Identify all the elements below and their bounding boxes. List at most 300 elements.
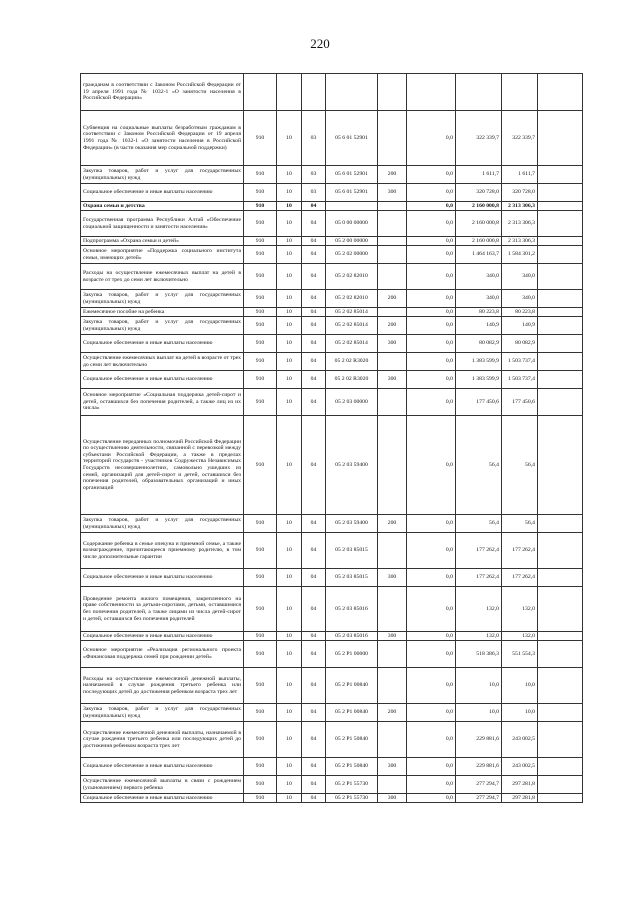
- row-value-2: 56,4: [456, 515, 502, 533]
- row-value-3: 132,0: [502, 587, 538, 632]
- table-row: [81, 335, 583, 353]
- row-value-1: 0,0: [407, 704, 456, 722]
- row-value-1: 0,0: [407, 515, 456, 533]
- row-target-code: 05 2 P1 00840: [326, 668, 378, 704]
- table-row: [81, 632, 583, 641]
- row-expense-type: 300: [378, 758, 407, 776]
- row-value-3: 10,0: [502, 668, 538, 704]
- table-row: [81, 641, 583, 668]
- row-expense-type: [378, 74, 407, 111]
- row-name: Подпрограмма «Охрана семьи и детей»: [81, 237, 244, 246]
- row-section-code: 10: [277, 587, 302, 632]
- row-subsection-code: 03: [302, 166, 326, 184]
- row-subsection-code: 04: [302, 587, 326, 632]
- row-value-1: 0,0: [407, 211, 456, 237]
- row-ved-code: 910: [244, 211, 277, 237]
- row-value-1: 0,0: [407, 290, 456, 308]
- row-value-1: 0,0: [407, 317, 456, 335]
- row-value-1: 0,0: [407, 371, 456, 389]
- row-section-code: 10: [277, 722, 302, 758]
- row-target-code: 05 2 02 R3020: [326, 353, 378, 371]
- row-name: Расходы на осуществление ежемесячной денежной выплаты, назначаемой в случае рождения третьего ребенка или последующих детей до достижения ребенком возраста трех лет: [81, 668, 244, 704]
- row-name: Основное мероприятие «Реализация регионального проекта «Финансовая поддержка семей при рождении детей»: [81, 641, 244, 668]
- row-subsection-code: 04: [302, 641, 326, 668]
- row-name: Основное мероприятие «Поддержка социального института семьи, имеющих детей»: [81, 246, 244, 264]
- row-value-3: 2 313 306,3: [502, 211, 538, 237]
- row-empty-cell: [538, 111, 583, 166]
- row-name: Ежемесячное пособие на ребенка: [81, 308, 244, 317]
- row-section-code: 10: [277, 794, 302, 803]
- table-row: [81, 668, 583, 704]
- row-subsection-code: 04: [302, 704, 326, 722]
- row-expense-type: [378, 202, 407, 211]
- row-target-code: [326, 74, 378, 111]
- row-expense-type: [378, 246, 407, 264]
- row-target-code: 05 2 03 85016: [326, 587, 378, 632]
- row-subsection-code: 04: [302, 353, 326, 371]
- table-row: [81, 371, 583, 389]
- row-subsection-code: 04: [302, 290, 326, 308]
- row-ved-code: 910: [244, 569, 277, 587]
- row-value-2: 229 881,6: [456, 758, 502, 776]
- row-value-2: 80 082,9: [456, 335, 502, 353]
- row-value-3: 297 281,8: [502, 794, 538, 803]
- row-empty-cell: [538, 587, 583, 632]
- row-section-code: 10: [277, 290, 302, 308]
- row-empty-cell: [538, 416, 583, 515]
- row-name: Социальное обеспечение и иные выплаты населению: [81, 335, 244, 353]
- row-value-2: 320 728,0: [456, 184, 502, 202]
- row-ved-code: 910: [244, 704, 277, 722]
- row-ved-code: 910: [244, 166, 277, 184]
- row-ved-code: 910: [244, 776, 277, 794]
- row-ved-code: 910: [244, 111, 277, 166]
- row-value-3: 2 313 306,3: [502, 202, 538, 211]
- row-value-3: 2 313 306,3: [502, 237, 538, 246]
- row-section-code: 10: [277, 211, 302, 237]
- row-ved-code: 910: [244, 335, 277, 353]
- row-value-2: 177 450,6: [456, 389, 502, 416]
- row-empty-cell: [538, 758, 583, 776]
- row-expense-type: [378, 533, 407, 569]
- row-name: Охрана семьи и детства: [81, 202, 244, 211]
- row-subsection-code: 04: [302, 722, 326, 758]
- table-row: [81, 389, 583, 416]
- row-value-3: [502, 74, 538, 111]
- row-name: Закупка товаров, работ и услуг для государственных (муниципальных) нужд: [81, 515, 244, 533]
- row-name: Закупка товаров, работ и услуг для государственных (муниципальных) нужд: [81, 704, 244, 722]
- row-subsection-code: 04: [302, 371, 326, 389]
- row-expense-type: [378, 587, 407, 632]
- row-subsection-code: [302, 74, 326, 111]
- row-value-1: 0,0: [407, 632, 456, 641]
- row-section-code: 10: [277, 515, 302, 533]
- row-value-3: 56,4: [502, 416, 538, 515]
- row-section-code: 10: [277, 389, 302, 416]
- row-value-3: 80 223,8: [502, 308, 538, 317]
- row-expense-type: 300: [378, 632, 407, 641]
- row-section-code: 10: [277, 668, 302, 704]
- row-value-3: 1 503 737,4: [502, 371, 538, 389]
- row-expense-type: [378, 111, 407, 166]
- table-row: [81, 353, 583, 371]
- row-value-1: 0,0: [407, 335, 456, 353]
- row-empty-cell: [538, 353, 583, 371]
- row-expense-type: [378, 389, 407, 416]
- row-empty-cell: [538, 264, 583, 290]
- row-empty-cell: [538, 211, 583, 237]
- row-section-code: 10: [277, 704, 302, 722]
- row-target-code: 05 2 P1 00840: [326, 704, 378, 722]
- row-section-code: 10: [277, 184, 302, 202]
- row-subsection-code: 03: [302, 184, 326, 202]
- row-target-code: 05 2 00 00000: [326, 237, 378, 246]
- row-ved-code: [244, 74, 277, 111]
- row-expense-type: 200: [378, 515, 407, 533]
- row-value-1: 0,0: [407, 111, 456, 166]
- row-value-2: 2 160 000,8: [456, 202, 502, 211]
- row-empty-cell: [538, 237, 583, 246]
- row-value-3: 340,0: [502, 264, 538, 290]
- row-name: гражданам в соответствии с Законом Российской Федерации от 19 апреля 1991 года № 1032-1 «О занятости населения в Российской Федерации»: [81, 74, 244, 111]
- row-value-1: 0,0: [407, 166, 456, 184]
- row-ved-code: 910: [244, 264, 277, 290]
- row-ved-code: 910: [244, 641, 277, 668]
- row-value-2: 277 294,7: [456, 776, 502, 794]
- row-value-2: 10,0: [456, 704, 502, 722]
- row-empty-cell: [538, 308, 583, 317]
- table-row: [81, 722, 583, 758]
- row-name: Осуществление ежемесячной выплаты в связи с рождением (усыновлением) первого ребенка: [81, 776, 244, 794]
- row-name: Социальное обеспечение и иные выплаты населению: [81, 371, 244, 389]
- row-value-3: 297 281,8: [502, 776, 538, 794]
- row-section-code: 10: [277, 111, 302, 166]
- row-section-code: 10: [277, 317, 302, 335]
- row-name: Закупка товаров, работ и услуг для государственных (муниципальных) нужд: [81, 166, 244, 184]
- row-expense-type: [378, 237, 407, 246]
- row-value-3: 132,0: [502, 632, 538, 641]
- row-ved-code: 910: [244, 353, 277, 371]
- row-empty-cell: [538, 794, 583, 803]
- row-target-code: 05 2 02 00000: [326, 246, 378, 264]
- row-name: Социальное обеспечение и иные выплаты населению: [81, 184, 244, 202]
- row-ved-code: 910: [244, 184, 277, 202]
- budget-table: [80, 73, 583, 803]
- row-value-1: 0,0: [407, 533, 456, 569]
- page-number: 220: [310, 36, 330, 51]
- row-target-code: [326, 202, 378, 211]
- row-value-3: 80 082,9: [502, 335, 538, 353]
- row-subsection-code: 04: [302, 264, 326, 290]
- row-expense-type: [378, 308, 407, 317]
- row-expense-type: [378, 416, 407, 515]
- row-expense-type: [378, 641, 407, 668]
- row-section-code: 10: [277, 371, 302, 389]
- row-target-code: 05 2 P1 50840: [326, 758, 378, 776]
- row-section-code: 10: [277, 776, 302, 794]
- table-body: [81, 74, 583, 803]
- row-empty-cell: [538, 290, 583, 308]
- row-empty-cell: [538, 722, 583, 758]
- row-empty-cell: [538, 246, 583, 264]
- row-value-1: 0,0: [407, 184, 456, 202]
- table-row: [81, 184, 583, 202]
- row-value-3: 1 503 737,4: [502, 353, 538, 371]
- row-expense-type: [378, 722, 407, 758]
- row-value-1: 0,0: [407, 308, 456, 317]
- row-section-code: 10: [277, 202, 302, 211]
- row-name: Осуществление переданных полномочий Российской Федерации по осуществлению деятельности, связанной с перевозкой между субъектами Российской Федерации, а также в пределах территорий государств - участников Содружества Независимых Государств несовершеннолетних, самовольно ушедших из семей, организаций для детей-сирот и детей, оставшихся без попечения родителей, образовательных организаций и иных организаций: [81, 416, 244, 515]
- row-subsection-code: 04: [302, 515, 326, 533]
- row-empty-cell: [538, 335, 583, 353]
- row-section-code: 10: [277, 569, 302, 587]
- row-expense-type: 300: [378, 184, 407, 202]
- row-ved-code: 910: [244, 202, 277, 211]
- row-ved-code: 910: [244, 317, 277, 335]
- row-ved-code: 910: [244, 533, 277, 569]
- row-value-2: 1 464 163,7: [456, 246, 502, 264]
- table-row: [81, 758, 583, 776]
- row-value-3: 140,9: [502, 317, 538, 335]
- row-value-2: 1 383 599,9: [456, 353, 502, 371]
- row-value-2: 132,0: [456, 587, 502, 632]
- row-ved-code: 910: [244, 668, 277, 704]
- row-name: Закупка товаров, работ и услуг для государственных (муниципальных) нужд: [81, 290, 244, 308]
- row-value-1: 0,0: [407, 569, 456, 587]
- row-value-1: 0,0: [407, 722, 456, 758]
- row-value-2: 140,9: [456, 317, 502, 335]
- row-target-code: 05 2 03 59400: [326, 515, 378, 533]
- row-ved-code: 910: [244, 587, 277, 632]
- row-empty-cell: [538, 569, 583, 587]
- row-value-1: 0,0: [407, 246, 456, 264]
- row-subsection-code: 04: [302, 246, 326, 264]
- row-value-3: 177 262,4: [502, 569, 538, 587]
- row-target-code: 05 2 02 85014: [326, 308, 378, 317]
- row-expense-type: 200: [378, 166, 407, 184]
- row-ved-code: 910: [244, 722, 277, 758]
- table-row: [81, 290, 583, 308]
- row-value-3: 177 262,4: [502, 533, 538, 569]
- row-target-code: 05 2 02 82010: [326, 264, 378, 290]
- row-value-3: 551 554,3: [502, 641, 538, 668]
- row-section-code: 10: [277, 246, 302, 264]
- row-target-code: 05 2 02 R3020: [326, 371, 378, 389]
- row-value-1: 0,0: [407, 776, 456, 794]
- table-row: [81, 308, 583, 317]
- row-ved-code: 910: [244, 416, 277, 515]
- table-row: [81, 533, 583, 569]
- row-value-1: 0,0: [407, 641, 456, 668]
- row-name: Закупка товаров, работ и услуг для государственных (муниципальных) нужд: [81, 317, 244, 335]
- row-value-2: 322 339,7: [456, 111, 502, 166]
- row-expense-type: 300: [378, 794, 407, 803]
- row-name: Субвенция на социальные выплаты безработным гражданам в соответствии с Законом Российской Федерации от 19 апреля 1991 года № 1032-1 «О занятости населения в Российской Федерации» (в части оказания мер социальной поддержки): [81, 111, 244, 166]
- row-value-1: 0,0: [407, 758, 456, 776]
- row-section-code: 10: [277, 353, 302, 371]
- row-value-3: 10,0: [502, 704, 538, 722]
- row-section-code: 10: [277, 308, 302, 317]
- row-section-code: 10: [277, 533, 302, 569]
- row-name: Основное мероприятие «Социальная поддержка детей-сирот и детей, оставшихся без попечения родителей, а также лиц из их числа»: [81, 389, 244, 416]
- row-name: Расходы на осуществление ежемесячных выплат на детей в возрасте от трех до семи лет включительно: [81, 264, 244, 290]
- row-expense-type: 200: [378, 317, 407, 335]
- row-target-code: 05 2 P1 00000: [326, 641, 378, 668]
- row-section-code: 10: [277, 237, 302, 246]
- row-empty-cell: [538, 317, 583, 335]
- row-section-code: 10: [277, 335, 302, 353]
- row-value-3: 1 584 301,2: [502, 246, 538, 264]
- row-expense-type: [378, 668, 407, 704]
- row-target-code: 05 2 02 82010: [326, 290, 378, 308]
- row-name: Социальное обеспечение и иные выплаты населению: [81, 794, 244, 803]
- row-subsection-code: 04: [302, 668, 326, 704]
- row-value-1: 0,0: [407, 389, 456, 416]
- row-subsection-code: 04: [302, 776, 326, 794]
- row-value-2: 277 294,7: [456, 794, 502, 803]
- row-empty-cell: [538, 776, 583, 794]
- row-empty-cell: [538, 704, 583, 722]
- row-section-code: 10: [277, 632, 302, 641]
- row-value-1: 0,0: [407, 237, 456, 246]
- row-empty-cell: [538, 668, 583, 704]
- row-name: Социальное обеспечение и иные выплаты населению: [81, 758, 244, 776]
- row-target-code: 05 2 02 85014: [326, 317, 378, 335]
- row-subsection-code: 04: [302, 202, 326, 211]
- row-expense-type: [378, 353, 407, 371]
- row-value-2: [456, 74, 502, 111]
- row-target-code: 05 2 03 85015: [326, 569, 378, 587]
- row-value-1: 0,0: [407, 353, 456, 371]
- row-section-code: 10: [277, 641, 302, 668]
- row-value-2: 1 383 599,9: [456, 371, 502, 389]
- row-value-2: 518 386,3: [456, 641, 502, 668]
- row-subsection-code: 04: [302, 533, 326, 569]
- row-ved-code: 910: [244, 237, 277, 246]
- row-value-1: 0,0: [407, 416, 456, 515]
- table-row: [81, 704, 583, 722]
- row-value-2: 340,0: [456, 264, 502, 290]
- row-subsection-code: 04: [302, 211, 326, 237]
- row-value-2: 132,0: [456, 632, 502, 641]
- row-target-code: 05 2 02 85014: [326, 335, 378, 353]
- row-subsection-code: 04: [302, 335, 326, 353]
- row-target-code: 05 0 00 00000: [326, 211, 378, 237]
- row-subsection-code: 04: [302, 237, 326, 246]
- table-row: [81, 246, 583, 264]
- table-row: [81, 211, 583, 237]
- row-name: Государственная программа Республики Алтай «Обеспечение социальной защищенности и занятости населения»: [81, 211, 244, 237]
- row-target-code: 05 2 P1 55730: [326, 794, 378, 803]
- row-value-3: 243 002,5: [502, 758, 538, 776]
- row-empty-cell: [538, 632, 583, 641]
- row-value-1: 0,0: [407, 264, 456, 290]
- table-row: [81, 264, 583, 290]
- row-value-3: 322 339,7: [502, 111, 538, 166]
- row-value-3: 340,0: [502, 290, 538, 308]
- row-section-code: 10: [277, 166, 302, 184]
- row-subsection-code: 04: [302, 308, 326, 317]
- row-expense-type: 200: [378, 704, 407, 722]
- table-row: [81, 587, 583, 632]
- row-value-3: 243 002,5: [502, 722, 538, 758]
- row-expense-type: [378, 264, 407, 290]
- row-expense-type: [378, 776, 407, 794]
- row-section-code: [277, 74, 302, 111]
- row-subsection-code: 04: [302, 416, 326, 515]
- row-value-1: 0,0: [407, 668, 456, 704]
- table-row: [81, 237, 583, 246]
- row-value-2: 2 160 000,8: [456, 237, 502, 246]
- row-ved-code: 910: [244, 290, 277, 308]
- row-ved-code: 910: [244, 515, 277, 533]
- row-subsection-code: 04: [302, 758, 326, 776]
- row-target-code: 05 2 03 00000: [326, 389, 378, 416]
- table-row: [81, 111, 583, 166]
- row-target-code: 05 2 03 59400: [326, 416, 378, 515]
- row-expense-type: [378, 211, 407, 237]
- row-target-code: 05 2 03 85015: [326, 533, 378, 569]
- row-value-3: 320 728,0: [502, 184, 538, 202]
- row-ved-code: 910: [244, 794, 277, 803]
- row-expense-type: 300: [378, 335, 407, 353]
- row-name: Проведение ремонта жилого помещения, закрепленного на праве собственности за детьми-сиротами, детьми, оставшимися без попечения родителей, а также лицами из числа детей-сирот и детей, оставшихся без попечения родителей: [81, 587, 244, 632]
- row-name: Содержание ребенка в семье опекуна и приемной семье, а также вознаграждение, причитающееся приемному родителю, в том числе дополнительные гарантии: [81, 533, 244, 569]
- row-empty-cell: [538, 202, 583, 211]
- row-ved-code: 910: [244, 371, 277, 389]
- row-value-2: 177 262,4: [456, 533, 502, 569]
- row-target-code: 05 6 01 52901: [326, 184, 378, 202]
- row-value-3: 56,4: [502, 515, 538, 533]
- row-name: Социальное обеспечение и иные выплаты населению: [81, 632, 244, 641]
- row-value-2: 229 881,6: [456, 722, 502, 758]
- row-value-2: 10,0: [456, 668, 502, 704]
- row-value-1: 0,0: [407, 794, 456, 803]
- row-target-code: 05 6 01 52901: [326, 111, 378, 166]
- row-section-code: 10: [277, 758, 302, 776]
- row-section-code: 10: [277, 264, 302, 290]
- table-row: [81, 776, 583, 794]
- row-empty-cell: [538, 74, 583, 111]
- row-target-code: 05 2 P1 50840: [326, 722, 378, 758]
- row-empty-cell: [538, 515, 583, 533]
- row-value-1: 0,0: [407, 202, 456, 211]
- row-ved-code: 910: [244, 632, 277, 641]
- row-empty-cell: [538, 641, 583, 668]
- row-value-3: 1 611,7: [502, 166, 538, 184]
- row-target-code: 05 2 03 85016: [326, 632, 378, 641]
- table-row: [81, 569, 583, 587]
- row-value-2: 340,0: [456, 290, 502, 308]
- row-subsection-code: 04: [302, 569, 326, 587]
- row-target-code: 05 2 P1 55730: [326, 776, 378, 794]
- row-value-2: 80 223,8: [456, 308, 502, 317]
- row-expense-type: 200: [378, 290, 407, 308]
- table-row: [81, 202, 583, 211]
- row-ved-code: 910: [244, 308, 277, 317]
- row-ved-code: 910: [244, 389, 277, 416]
- row-expense-type: 300: [378, 569, 407, 587]
- row-value-1: [407, 74, 456, 111]
- row-ved-code: 910: [244, 246, 277, 264]
- row-target-code: 05 6 01 52901: [326, 166, 378, 184]
- row-empty-cell: [538, 533, 583, 569]
- row-ved-code: 910: [244, 758, 277, 776]
- row-value-2: 56,4: [456, 416, 502, 515]
- table-row: [81, 416, 583, 515]
- row-subsection-code: 03: [302, 111, 326, 166]
- row-value-2: 177 262,4: [456, 569, 502, 587]
